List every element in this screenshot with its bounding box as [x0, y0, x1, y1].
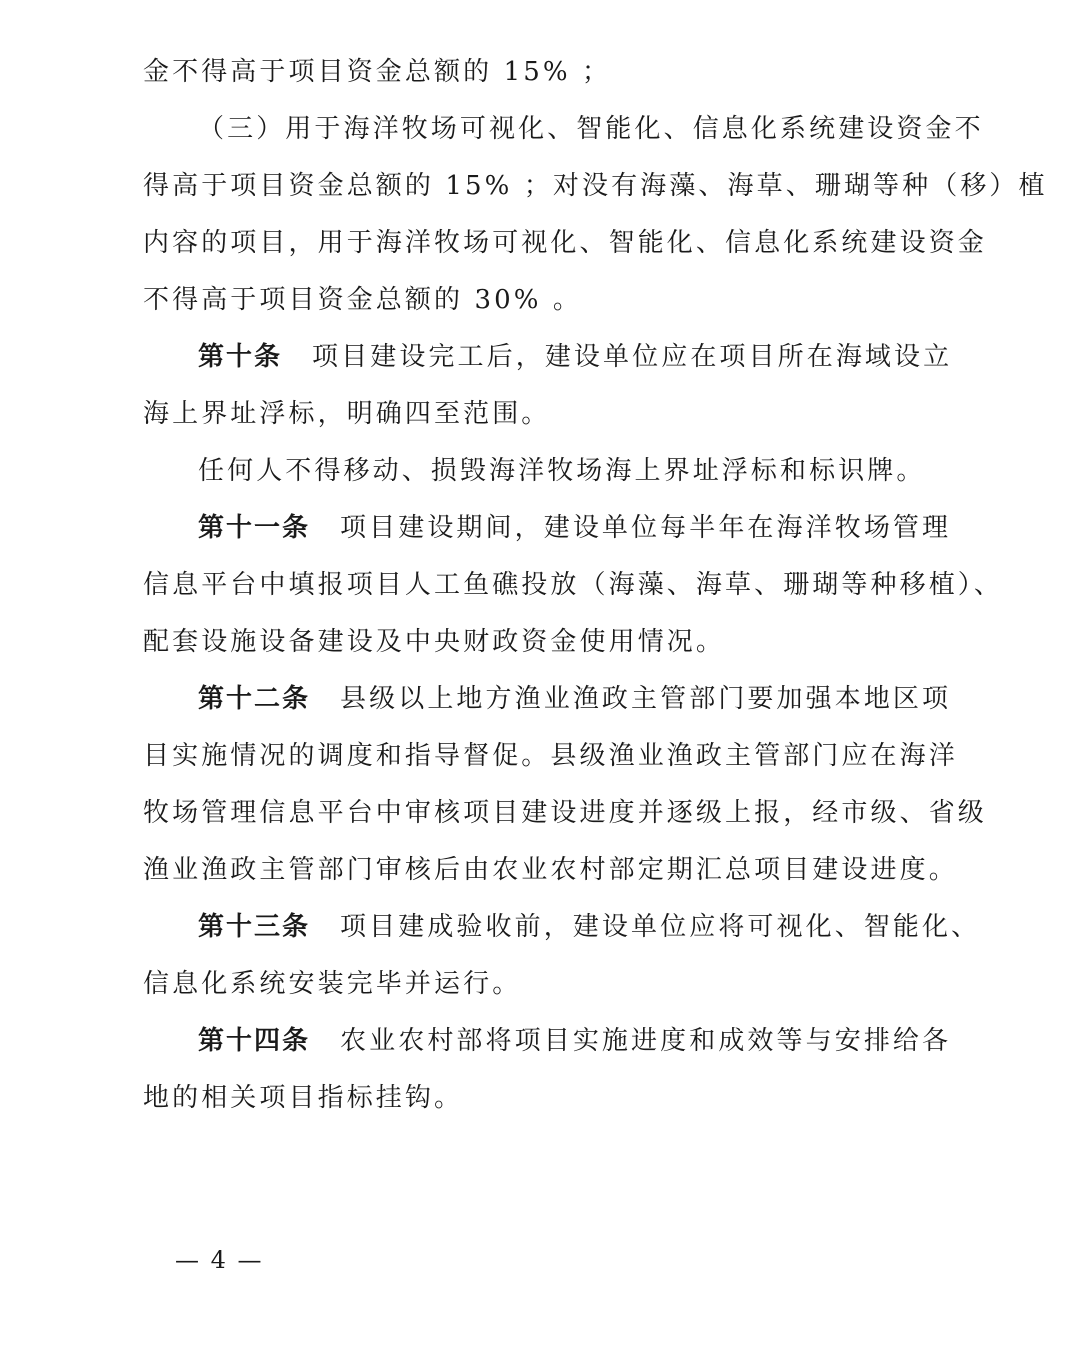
article-12-label: 第十二条 [198, 684, 311, 714]
article-10-text: 项目建设完工后，建设单位应在项目所在海域设立 [312, 342, 953, 372]
document-body [143, 44, 1048, 1127]
text-line: 目实施情况的调度和指导督促。县级渔业渔政主管部门应在海洋 [143, 741, 958, 771]
text-line: 内容的项目，用于海洋牧场可视化、智能化、信息化系统建设资金 [143, 228, 987, 258]
article-13-text: 项目建成验收前，建设单位应将可视化、智能化、 [340, 912, 981, 942]
text-line: 得高于项目资金总额的 15% ；对没有海藻、海草、珊瑚等种（移）植 [143, 171, 1048, 201]
text-line: 信息化系统安装完毕并运行。 [143, 969, 522, 999]
text-line: 不得高于项目资金总额的 30% 。 [143, 285, 583, 315]
article-11-label: 第十一条 [198, 513, 311, 543]
text-line: 牧场管理信息平台中审核项目建设进度并逐级上报，经市级、省级 [143, 798, 987, 828]
text-line: 信息平台中填报项目人工鱼礁投放（海藻、海草、珊瑚等种移植）、 [143, 570, 1004, 600]
article-14-label: 第十四条 [198, 1026, 311, 1056]
article-14-text: 农业农村部将项目实施进度和成效等与安排给各 [340, 1026, 952, 1056]
article-13 [143, 899, 981, 956]
article-13-label: 第十三条 [198, 912, 311, 942]
text-line: 任何人不得移动、损毁海洋牧场海上界址浮标和标识牌。 [198, 456, 926, 486]
text-line: 地的相关项目指标挂钩。 [143, 1083, 464, 1113]
article-12 [143, 671, 952, 728]
page-number: — 4 — [175, 1246, 264, 1274]
article-14 [143, 1013, 952, 1070]
text-line: （三）用于海洋牧场可视化、智能化、信息化系统建设资金不 [198, 114, 984, 144]
article-10-label: 第十条 [198, 342, 283, 372]
text-line: 海上界址浮标，明确四至范围。 [143, 399, 551, 429]
text-line: 配套设施设备建设及中央财政资金使用情况。 [143, 627, 726, 657]
article-10 [143, 329, 953, 386]
article-11 [143, 500, 952, 557]
article-12-text: 县级以上地方渔业渔政主管部门要加强本地区项 [340, 684, 952, 714]
text-line: 渔业渔政主管部门审核后由农业农村部定期汇总项目建设进度。 [143, 855, 958, 885]
article-11-text: 项目建设期间，建设单位每半年在海洋牧场管理 [340, 513, 952, 543]
text-line: 金不得高于项目资金总额的 15% ； [143, 57, 612, 87]
